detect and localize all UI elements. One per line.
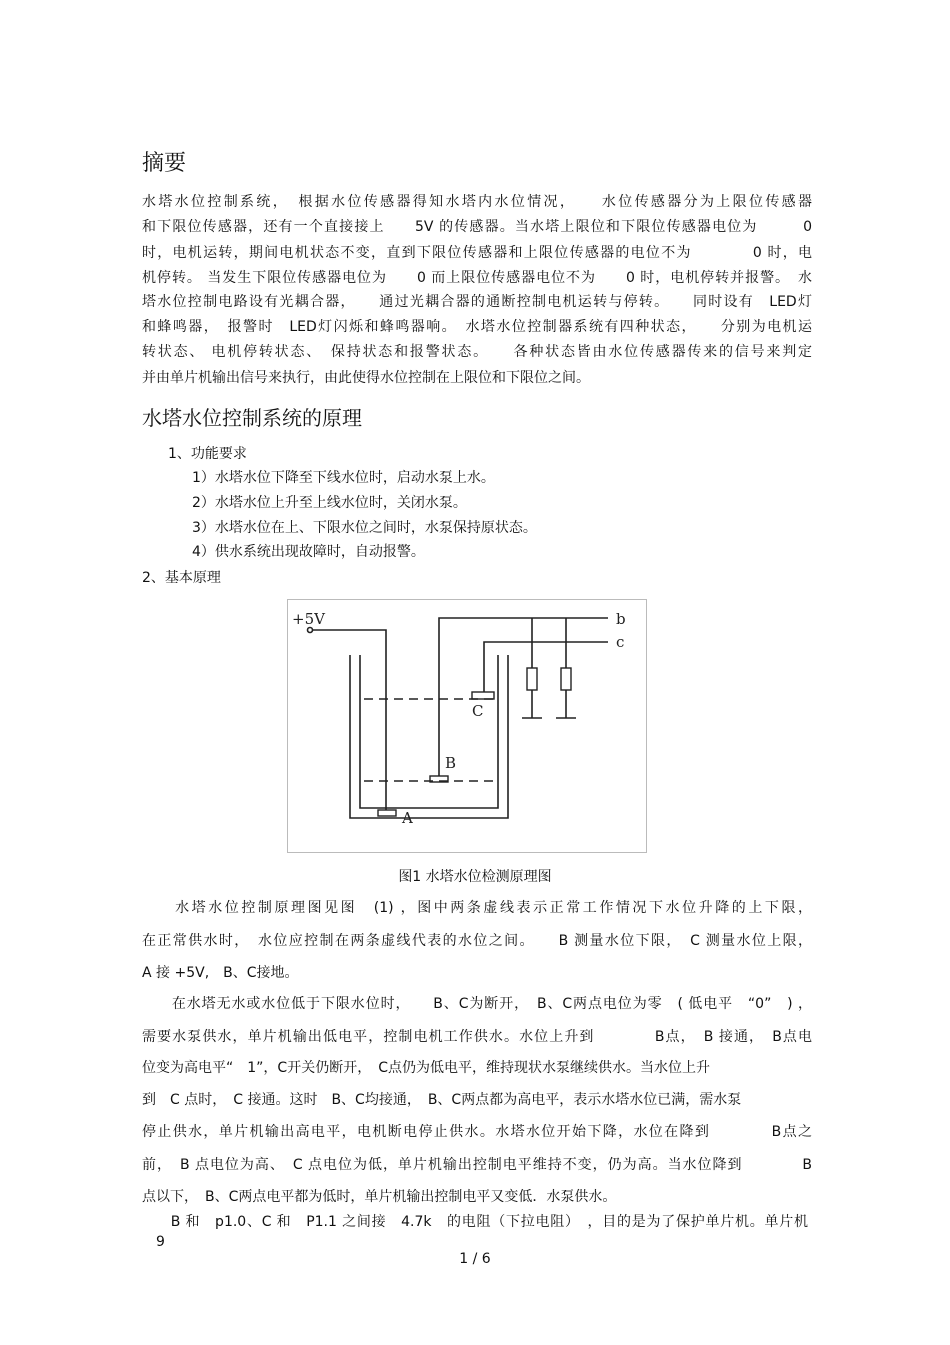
section-title-function: 1、功能要求 [168,446,247,462]
abstract-line: 水塔水位控制系统， 根据水位传感器得知水塔内水位情况， 水位传感器分为上限位传感器 [142,194,812,210]
water-level-diagram [287,599,647,853]
body-line: 到 C 点时， C 接通。这时 B、C均接通， B、C两点都为高电平，表示水塔水位已满，需水泵 [142,1092,742,1108]
figure-caption: 图1 水塔水位检测原理图 [398,869,552,885]
requirement-item: 3）水塔水位在上、下限水位之间时，水泵保持原状态。 [192,520,537,536]
output-label-c: c [616,633,625,651]
abstract-line: 塔水位控制电路设有光耦合器， 通过光耦合器的通断控制电机运转与停转。 同时设有 LED灯 [142,294,812,310]
abstract-line: 并由单片机输出信号来执行，由此使得水位控制在上限位和下限位之间。 [142,370,590,386]
abstract-line: 时，电机运转，期间电机状态不变，直到下限位传感器和上限位传感器的电位不为 0 时，电 [142,245,812,261]
circuit-wires [308,618,609,818]
tank-inner-wall [360,655,498,808]
probe-label-B: B [445,754,457,772]
body-line: 需要水泵供水，单片机输出低电平，控制电机工作供水。水位上升到 B点， B 接通， B点电 [142,1029,812,1045]
body-line: 水塔水位控制原理图见图 (1) ，图中两条虚线表示正常工作情况下水位升降的上下限， [142,900,812,916]
body-line: 位变为高电平“ 1”，C开关仍断开， C点仍为低电平，维持现状水泵继续供水。当水位上升 [142,1060,710,1076]
resistor-c [561,668,571,690]
resistor-b [527,668,537,690]
body-line: 在水塔无水或水位低于下限水位时， B、C为断开， B、C两点电位为零 ( 低电平 “0” ) ， [142,996,812,1012]
supply-label: +5V [292,610,325,628]
abstract-line: 和下限位传感器，还有一个直接接上 5V 的传感器。当水塔上限位和下限位传感器电位为 0 [142,219,812,235]
requirement-item: 2）水塔水位上升至上线水位时，关闭水泵。 [192,495,467,511]
principle-heading: 水塔水位控制系统的原理 [142,406,362,430]
probe-C [472,692,494,699]
body-line: B 和 p1.0、C 和 P1.1 之间接 4.7k 的电阻（下拉电阻） ，目的是为了保护单片机。单片机 9 [156,1214,836,1250]
requirement-item: 4）供水系统出现故障时，自动报警。 [192,544,425,560]
abstract-line: 和蜂鸣器， 报警时 LED灯闪烁和蜂鸣器响。 水塔水位控制器系统有四种状态， 分别为电机运 [142,319,812,335]
wire-C-to-c [484,642,608,694]
abstract-line: 转状态、 电机停转状态、 保持状态和报警状态。 各种状态皆由水位传感器传来的信号来判定 [142,344,812,360]
probe-label-C: C [472,702,484,720]
abstract-heading: 摘要 [142,151,187,176]
probe-A [378,810,396,816]
probe-label-A: A [402,809,413,827]
body-line: 前， B 点电位为高、 C 点电位为低，单片机输出控制电平维持不变，仍为高。当水位降到 B [142,1157,812,1173]
circuit-components [378,668,571,816]
body-line: 在正常供水时， 水位应控制在两条虚线代表的水位之间。 B 测量水位下限， C 测量水位上限， [142,933,812,949]
body-line: 停止供水，单片机输出高电平，电机断电停止供水。水塔水位开始下降，水位在降到 B点之 [142,1124,812,1140]
body-line: A 接 +5V, B、C接地。 [142,965,299,981]
abstract-line: 机停转。 当发生下限位传感器电位为 0 而上限位传感器电位不为 0 时，电机停转并报警。 水 [142,270,812,286]
supply-terminal [308,628,313,633]
circuit-diagram-svg [288,600,646,852]
section-title-principle: 2、基本原理 [142,570,221,586]
page-number: 1 / 6 [459,1251,491,1267]
output-label-b: b [616,610,626,628]
requirement-item: 1）水塔水位下降至下线水位时，启动水泵上水。 [192,470,495,486]
body-line: 点以下， B、C两点电平都为低时，单片机输出控制电平又变低．水泵供水。 [142,1189,617,1205]
